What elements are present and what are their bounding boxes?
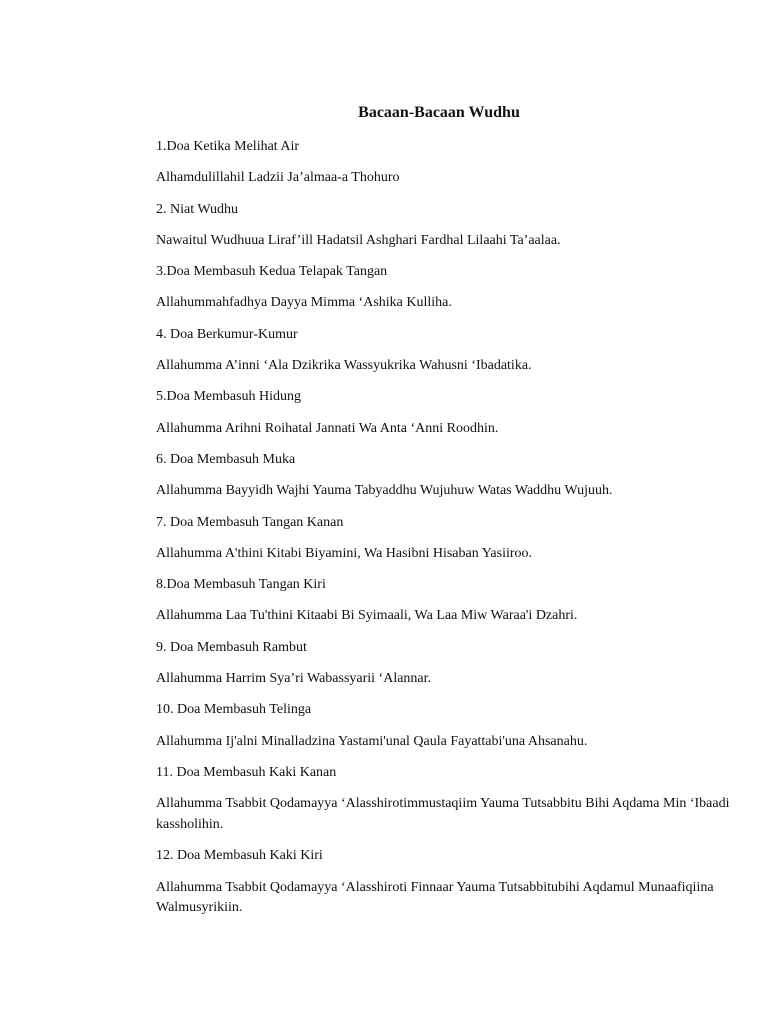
section-text: Allahumma Tsabbit Qodamayya ‘Alasshirotimmustaqiim Yauma Tutsabbitu Bihi Aqdama Min ‘Ibaadi kassholihin.	[156, 796, 730, 833]
section-heading: 10. Doa Membasuh Telinga	[156, 702, 312, 718]
section-heading: 1.Doa Ketika Melihat Air	[156, 139, 300, 154]
section-heading: 6. Doa Membasuh Muka	[156, 451, 296, 467]
section-heading: 8.Doa Membasuh Tangan Kiri	[156, 577, 326, 593]
section-heading: 2. Niat Wudhu	[156, 201, 239, 217]
section-10	[156, 700, 736, 752]
section-4	[156, 325, 736, 377]
section-6	[156, 450, 736, 502]
section-7	[156, 513, 736, 565]
document-body	[156, 137, 736, 930]
section-text: Allahumma Laa Tu'thini Kitaabi Bi Syimaali, Wa Laa Miw Waraa'i Dzahri.	[156, 608, 578, 624]
section-heading: 12. Doa Membasuh Kaki Kiri	[156, 848, 323, 864]
section-9	[156, 638, 736, 690]
section-text: Allahumma Ij'alni Minalladzina Yastami'unal Qaula Fayattabi'una Ahsanahu.	[156, 733, 588, 749]
section-text: Allahumma Tsabbit Qodamayya ‘Alasshiroti Finnaar Yauma Tutsabbitubihi Aqdamul Munaafiqiina Walmusyrikiin.	[156, 879, 714, 916]
section-12	[156, 846, 736, 919]
section-3	[156, 262, 736, 314]
section-heading: 4. Doa Berkumur-Kumur	[156, 326, 298, 342]
section-2	[156, 200, 736, 252]
section-heading: 5.Doa Membasuh Hidung	[156, 389, 302, 405]
section-text: Allahumma Harrim Sya’ri Wabassyarii ‘Alannar.	[156, 671, 432, 687]
section-text: Allahumma Bayyidh Wajhi Yauma Tabyaddhu Wujuhuw Watas Waddhu Wujuuh.	[156, 483, 613, 499]
section-heading: 11. Doa Membasuh Kaki Kanan	[156, 764, 337, 780]
section-text: Allahummahfadhya Dayya Mimma ‘Ashika Kulliha.	[156, 295, 452, 311]
section-text: Allahumma A’inni ‘Ala Dzikrika Wassyukrika Wahusni ‘Ibadatika.	[156, 358, 532, 374]
section-text: Allahumma A'thini Kitabi Biyamini, Wa Hasibni Hisaban Yasiiroo.	[156, 545, 533, 561]
section-11	[156, 763, 736, 836]
section-heading: 7. Doa Membasuh Tangan Kanan	[156, 514, 344, 530]
section-text: Allahumma Arihni Roihatal Jannati Wa Anta ‘Anni Roodhin.	[156, 420, 499, 436]
section-5	[156, 387, 736, 439]
section-text: Nawaitul Wudhuua Liraf’ill Hadatsil Ashghari Fardhal Lilaahi Ta’aalaa.	[156, 232, 561, 248]
section-heading: 3.Doa Membasuh Kedua Telapak Tangan	[156, 264, 388, 280]
section-heading: 9. Doa Membasuh Rambut	[156, 639, 307, 655]
document-title: Bacaan-Bacaan Wudhu	[358, 104, 520, 121]
section-1	[156, 137, 736, 189]
section-8	[156, 575, 736, 627]
section-text: Alhamdulillahil Ladzii Ja’almaa-a Thohuro	[156, 170, 400, 186]
